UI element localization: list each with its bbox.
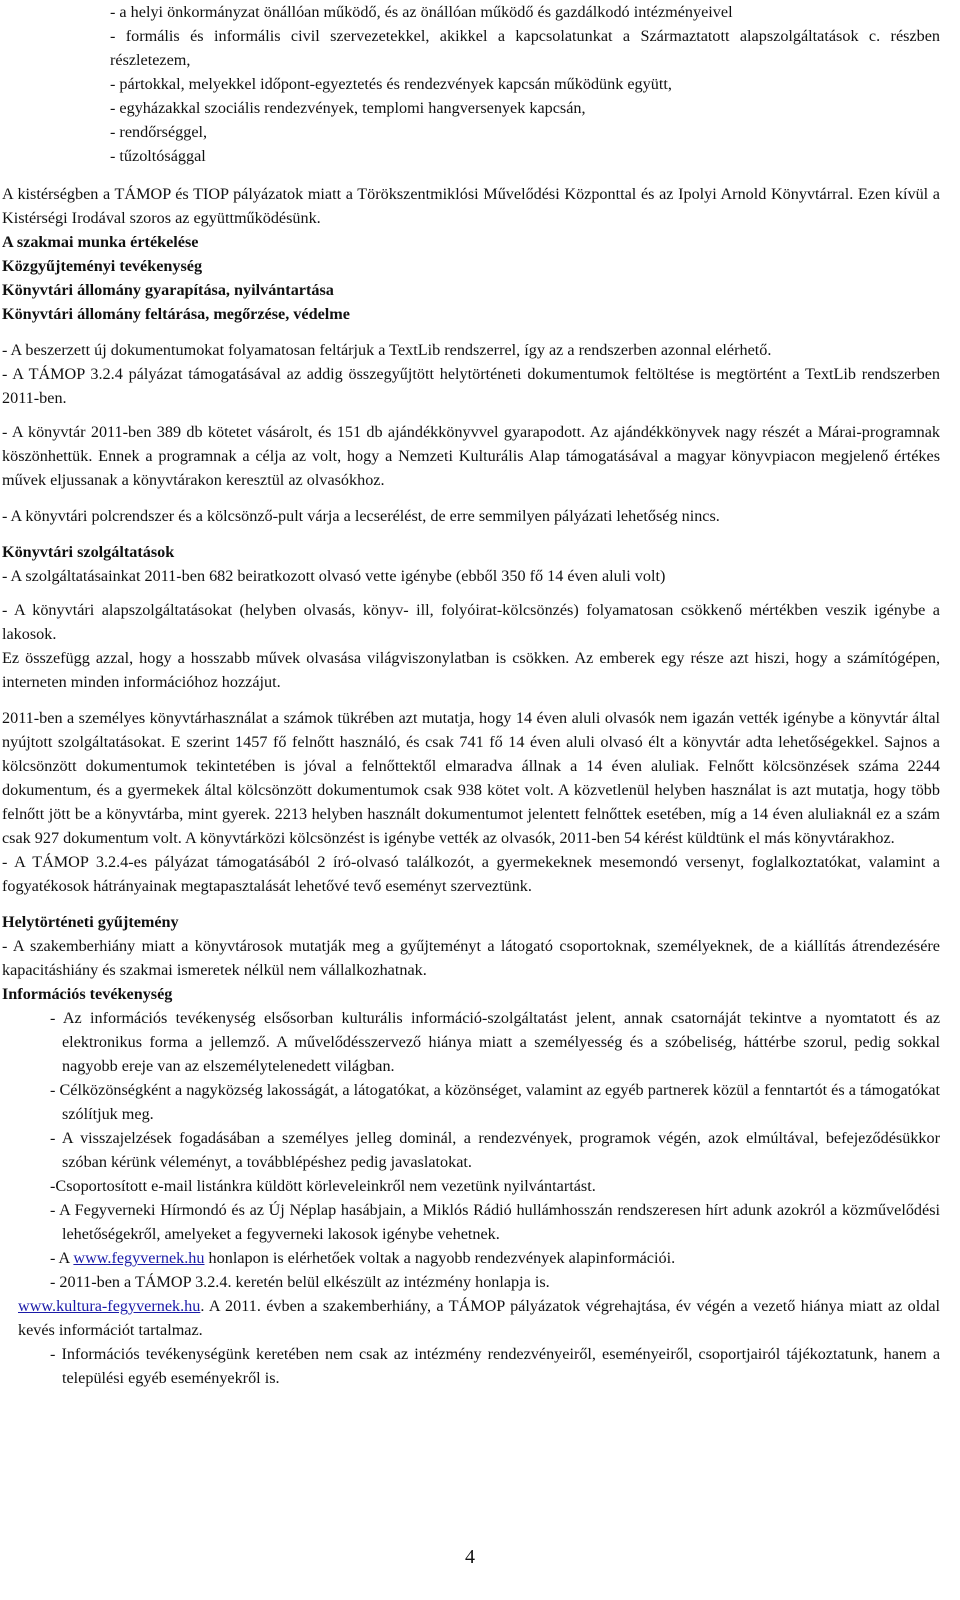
list-item: - a helyi önkormányzat önállóan működő, és az önállóan működő és gazdálkodó intézményeivel	[110, 3, 733, 21]
page-number: 4	[465, 1546, 475, 1568]
heading-gyarapitas: Könyvtári állomány gyarapítása, nyilvántartása	[2, 281, 334, 299]
list-item: - Információs tevékenységünk keretében nem csak az intézmény rendezvényeiről, eseményeiről, csoportjairól tájékoztatunk, hanem a települési egyéb eseményekről is.	[50, 1345, 940, 1387]
kultura-link[interactable]: www.kultura-fegyvernek.hu	[18, 1297, 201, 1315]
text-prefix: - A	[50, 1249, 74, 1267]
partner-list	[2, 0, 940, 168]
list-item: - A visszajelzések fogadásában a személyes jelleg dominál, a rendezvények, programok végén, azok elmúltával, befejeződésükkor szóban kérünk véleményt, a továbblépéshez pedig javaslatokat.	[50, 1129, 940, 1171]
heading-kozgyujtemenyi: Közgyűjteményi tevékenység	[2, 257, 203, 275]
paragraph-osszefugg: Ez összefügg azzal, hogy a hosszabb művek olvasása világviszonylatban is csökken. Az emberek egy része azt hiszi, hogy a számítógépen, interneten minden információhoz hozzájut.	[2, 649, 940, 691]
heading-feltaras: Könyvtári állomány feltárása, megőrzése, védelme	[2, 305, 350, 323]
list-item: - formális és informális civil szervezetekkel, akikkel a kapcsolatunkat a Származtatott alapszolgáltatások c. részben részletezem,	[110, 27, 940, 69]
list-item: - A Fegyverneki Hírmondó és az Új Néplap hasábjain, a Miklós Rádió hullámhosszán rendszeresen hírt adunk azokról a közművelődési lehetőségekről, amelyeket a fegyverneki lakosok igénybe vehetnek.	[50, 1201, 940, 1243]
list-item	[2, 1246, 940, 1270]
heading-szakmai-munka: A szakmai munka értékelése	[2, 233, 199, 251]
paragraph-kisterseg: A kistérségben a TÁMOP és TIOP pályázatok miatt a Törökszentmiklósi Művelődési Központtal és az Ipolyi Arnold Könyvtárral. Ezen kívül a Kistérségi Irodával szoros az együttműködésünk.	[2, 185, 940, 227]
list-item: - Célközönségként a nagyközség lakosságát, a látogatókat, a közönséget, valamint az egyéb partnerek közül a fenntartót és a támogatókat szólítjuk meg.	[50, 1081, 940, 1123]
paragraph-tamop-textlib: - A TÁMOP 3.2.4 pályázat támogatásával az addig összegyűjtött helytörténeti dokumentumok feltöltése is megtörtént a TextLib rendszerben 2011-ben.	[2, 365, 940, 407]
text-suffix: honlapon is elérhetőek voltak a nagyobb rendezvények alapinformációi.	[204, 1249, 676, 1267]
kultura-text: . A 2011. évben a szakemberhiány, a TÁMOP pályázatok végrehajtása, év végén a vezető hiánya miatt az oldal kevés információt tartalmaz.	[18, 1297, 940, 1339]
list-item: - egyházakkal szociális rendezvények, templomi hangversenyek kapcsán,	[110, 99, 586, 117]
list-item: - 2011-ben a TÁMOP 3.2.4. keretén belül elkészült az intézmény honlapja is.	[50, 1273, 550, 1291]
list-item: - rendőrséggel,	[110, 123, 208, 141]
paragraph-2011-statisztika: 2011-ben a személyes könyvtárhasználat a számok tükrében azt mutatja, hogy 14 éven aluli olvasók nem igazán vették igénybe a könyvtár által nyújtott szolgáltatásokat. E szerint 1457 fő felnőtt használó, és csak 741 fő 14 éven aluli olvasó élt a könyvtár adta lehetőségekkel. Sajnos a kölcsönzött dokumentumok tekintetében is jóval a felnőttektől elmaradva állnak a 14 éven aluliak. Felnőtt kölcsönzések száma 2244 dokumentum, és a gyermekek által kölcsönzött dokumentumok csak 938 kötet volt. A közvetlenül helyben használat is azt mutatja, hogy több felnőtt jött be a könyvtárba, mint gyerek. 2213 helyben használt dokumentumot jelentett felnőttek esetében, míg a 14 éven aluliaknál ez a szám csak 927 dokumentum volt. A könyvtárközi kölcsönzést is igénybe vették az olvasók, 2011-ben 54 kérést küldtünk el más könyvtárakhoz.	[2, 709, 940, 847]
paragraph-textlib: - A beszerzett új dokumentumokat folyamatosan feltárjuk a TextLib rendszerrel, így az a rendszerben azonnal elérhető.	[2, 341, 772, 359]
paragraph-polcrendszer: - A könyvtári polcrendszer és a kölcsönző-pult várja a lecserélést, de erre semmilyen pályázati lehetőség nincs.	[2, 507, 720, 525]
list-item: - Az információs tevékenység elsősorban kulturális információ-szolgáltatást jelent, annak csatornáját tekintve a nyomtatott és az elektronikus forma a jellemző. A művelődésszervező hiánya miatt a személyesség és a szóbeliség, háttérbe szorul, pedig sokkal nagyobb ereje van az elszemélytelenedett világban.	[50, 1009, 940, 1075]
heading-szolgaltatasok: Könyvtári szolgáltatások	[2, 543, 175, 561]
document-page	[2, 0, 940, 1390]
paragraph-helytorteneti: - A szakemberhiány miatt a könyvtárosok mutatják meg a gyűjteményt a látogató csoportoknak, személyeknek, de a kiállítás átrendezésére kapacitáshiány és szakmai ismeretek nélkül nem vállalkozhatnak.	[2, 937, 940, 979]
info-list	[2, 1006, 940, 1294]
paragraph-szolgaltatasok: - A szolgáltatásainkat 2011-ben 682 beiratkozott olvasó vette igénybe (ebből 350 fő 14 éven aluli volt)	[2, 567, 666, 585]
paragraph-kultura	[2, 1294, 940, 1342]
list-item: - tűzoltósággal	[110, 147, 206, 165]
heading-helytorteneti: Helytörténeti gyűjtemény	[2, 913, 179, 931]
list-item: - pártokkal, melyekkel időpont-egyeztetés és rendezvények kapcsán működünk együtt,	[110, 75, 672, 93]
list-item: -Csoportosított e-mail listánkra küldött körleveleinkről nem vezetünk nyilvántartást.	[50, 1177, 596, 1195]
heading-informacios: Információs tevékenység	[2, 985, 173, 1003]
paragraph-vasarolt: - A könyvtár 2011-ben 389 db kötetet vásárolt, és 151 db ajándékkönyvvel gyarapodott. Az ajándékkönyvek nagy részét a Márai-programnak köszönhettük. Ennek a programnak a célja az volt, hogy a Nemzeti Kulturális Alap támogatásával a magyar könyvpiacon megjelenő értékes művek eljussanak a könyvtárakon keresztül az olvasókhoz.	[2, 423, 940, 489]
paragraph-alapszolgaltatasok: - A könyvtári alapszolgáltatásokat (helyben olvasás, könyv- ill, folyóirat-kölcsönzés) folyamatosan csökkenő mértékben veszik igénybe a lakosok.	[2, 601, 940, 643]
paragraph-tamop-iro-olvaso: - A TÁMOP 3.2.4-es pályázat támogatásából 2 író-olvasó találkozót, a gyermekeknek mesemondó versenyt, foglalkoztatókat, valamint a fogyatékosok hátrányainak megtapasztalását lehetővé tevő eseményt szerveztünk.	[2, 853, 940, 895]
fegyvernek-link[interactable]: www.fegyvernek.hu	[73, 1249, 205, 1267]
